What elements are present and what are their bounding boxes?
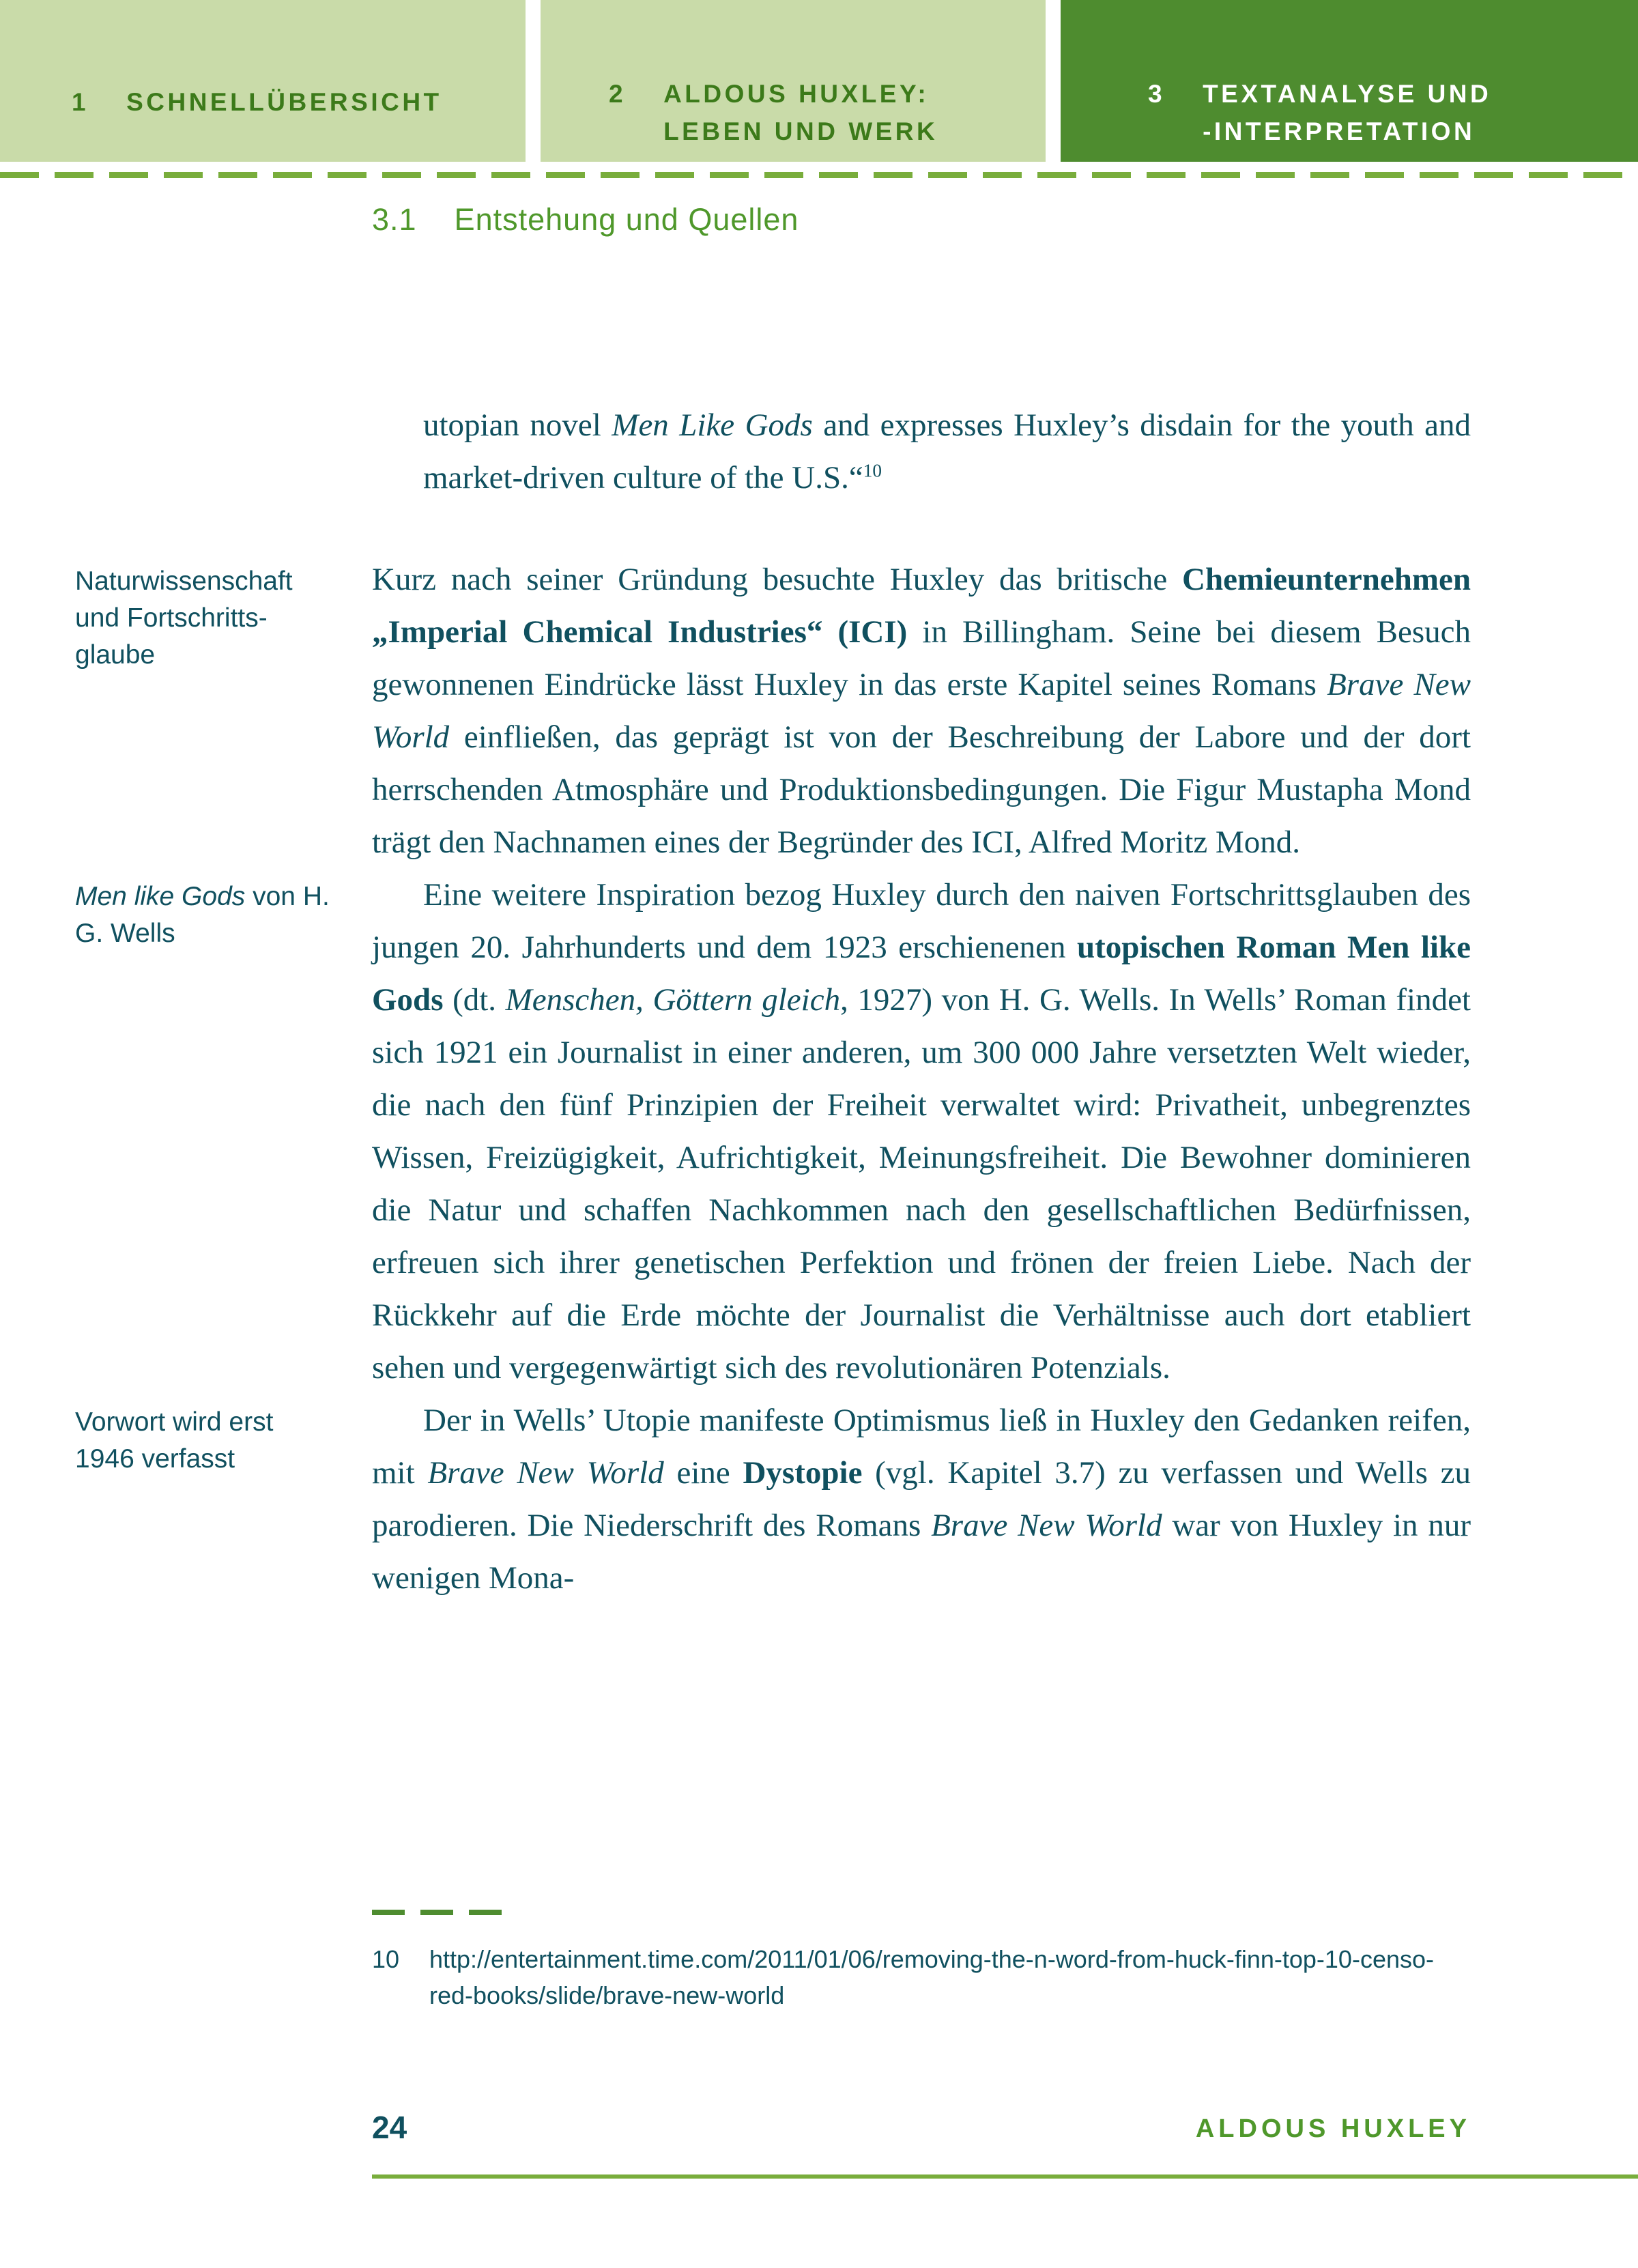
tab-label-line: LEBEN UND WERK: [663, 117, 938, 145]
tab-label-line: TEXTANALYSE UND: [1203, 80, 1492, 108]
footnote-row: [372, 1941, 1471, 2013]
margin-note-naturwissenschaft: Naturwissenschaft und Fortschritts-glaube: [75, 566, 293, 670]
section-heading: [372, 202, 799, 238]
tab-label: [663, 75, 938, 150]
tab-schnelluebersicht: [0, 0, 526, 162]
section-title: Entstehung und Quellen: [454, 202, 799, 237]
tab-textanalyse-active: [1061, 0, 1638, 162]
paragraph-ici: Kurz nach seiner Gründung besuchte Huxley das britische Chemieunternehmen „Imperial Chemical Industries“ (ICI) in Billingham. Seine bei diesem Besuch gewonnenen Eindrücke lässt Huxley in das erste Kapitel seines Romans Brave New World einfließen, das geprägt ist von der Beschreibung der Labore und der dort herrschenden Atmosphäre und Produktionsbedingungen. Die Figur Mustapha Mond trägt den Nachnamen eines der Begründer des ICI, Alfred Moritz Mond.: [372, 562, 1471, 860]
section-number: 3.1: [372, 202, 417, 237]
paragraph-dystopie: Der in Wells’ Utopie manifeste Optimismus ließ in Huxley den Gedanken reifen, mit Brave New World eine Dystopie (vgl. Kapitel 3.7) zu verfassen und Wells zu parodieren. Die Niederschrift des Romans Brave New World war von Huxley in nur wenigen Mona-: [372, 1403, 1471, 1596]
page-content: [75, 399, 1471, 1605]
tab-label-line: -INTERPRETATION: [1203, 117, 1476, 145]
tab-number: 3: [1148, 80, 1166, 108]
paragraph-wells-utopia: Eine weitere Inspiration bezog Huxley durch den naiven Fortschrittsglauben des jungen 20. Jahrhunderts und dem 1923 erschienenen utopischen Roman Men like Gods (dt. Menschen, Göttern gleich, 1927) von H. G. Wells. In Wells’ Roman findet sich 1921 ein Journalist in einer anderen, um 300 000 Jahre versetzten Welt wieder, die nach den fünf Prinzipien der Freiheit verwaltet wird: Privatheit, unbegrenztes Wissen, Freizügigkeit, Aufrichtigkeit, Meinungsfreiheit. Die Bewohner dominieren die Natur und schaffen Nachkommen nach den gesellschaftlichen Bedürfnissen, erfreuen sich ihrer genetischen Perfektion und frönen der freien Liebe. Nach der Rückkehr auf die Erde möchte der Journalist die Verhältnisse auch dort etabliert sehen und vergegenwärtigt sich des revolutionären Potenzials.: [372, 877, 1471, 1386]
header-dashed-divider: [0, 172, 1638, 178]
tab-number: 2: [609, 80, 627, 108]
tab-label: [1203, 75, 1491, 150]
footnote-block: [372, 1910, 1471, 2013]
tab-leben-und-werk: [541, 0, 1046, 162]
page-number: 24: [372, 2110, 407, 2145]
footer-rule: [372, 2174, 1638, 2179]
margin-note-empty: [75, 399, 372, 554]
paragraph-quote-continuation: utopian novel Men Like Gods and expresses Huxley’s disdain for the youth and market-driven culture of the U.S.“$^{10}$: [423, 407, 1471, 496]
footnote-number: 10: [372, 1945, 400, 1973]
footnote-divider-dashes: [372, 1910, 503, 1915]
tab-label-line: ALDOUS HUXLEY:: [663, 80, 930, 108]
footnote-url-line: http://entertainment.time.com/2011/01/06/removing-the-n-word-from-huck-finn-top-10-censo-: [429, 1945, 1434, 1973]
tab-number: 1: [72, 88, 89, 116]
margin-note-men-like-gods: Men like Gods von H. G. Wells: [75, 882, 330, 948]
chapter-tab-bar: [0, 0, 1638, 162]
tab-label-line: SCHNELLÜBERSICHT: [126, 88, 442, 116]
margin-note-vorwort: Vorwort wird erst 1946 verfasst: [75, 1407, 274, 1474]
series-title: ALDOUS HUXLEY: [1195, 2114, 1471, 2143]
footnote-url: [429, 1941, 1434, 2013]
tab-label: [126, 83, 442, 121]
footnote-url-line: red-books/slide/brave-new-world: [429, 1981, 785, 2009]
